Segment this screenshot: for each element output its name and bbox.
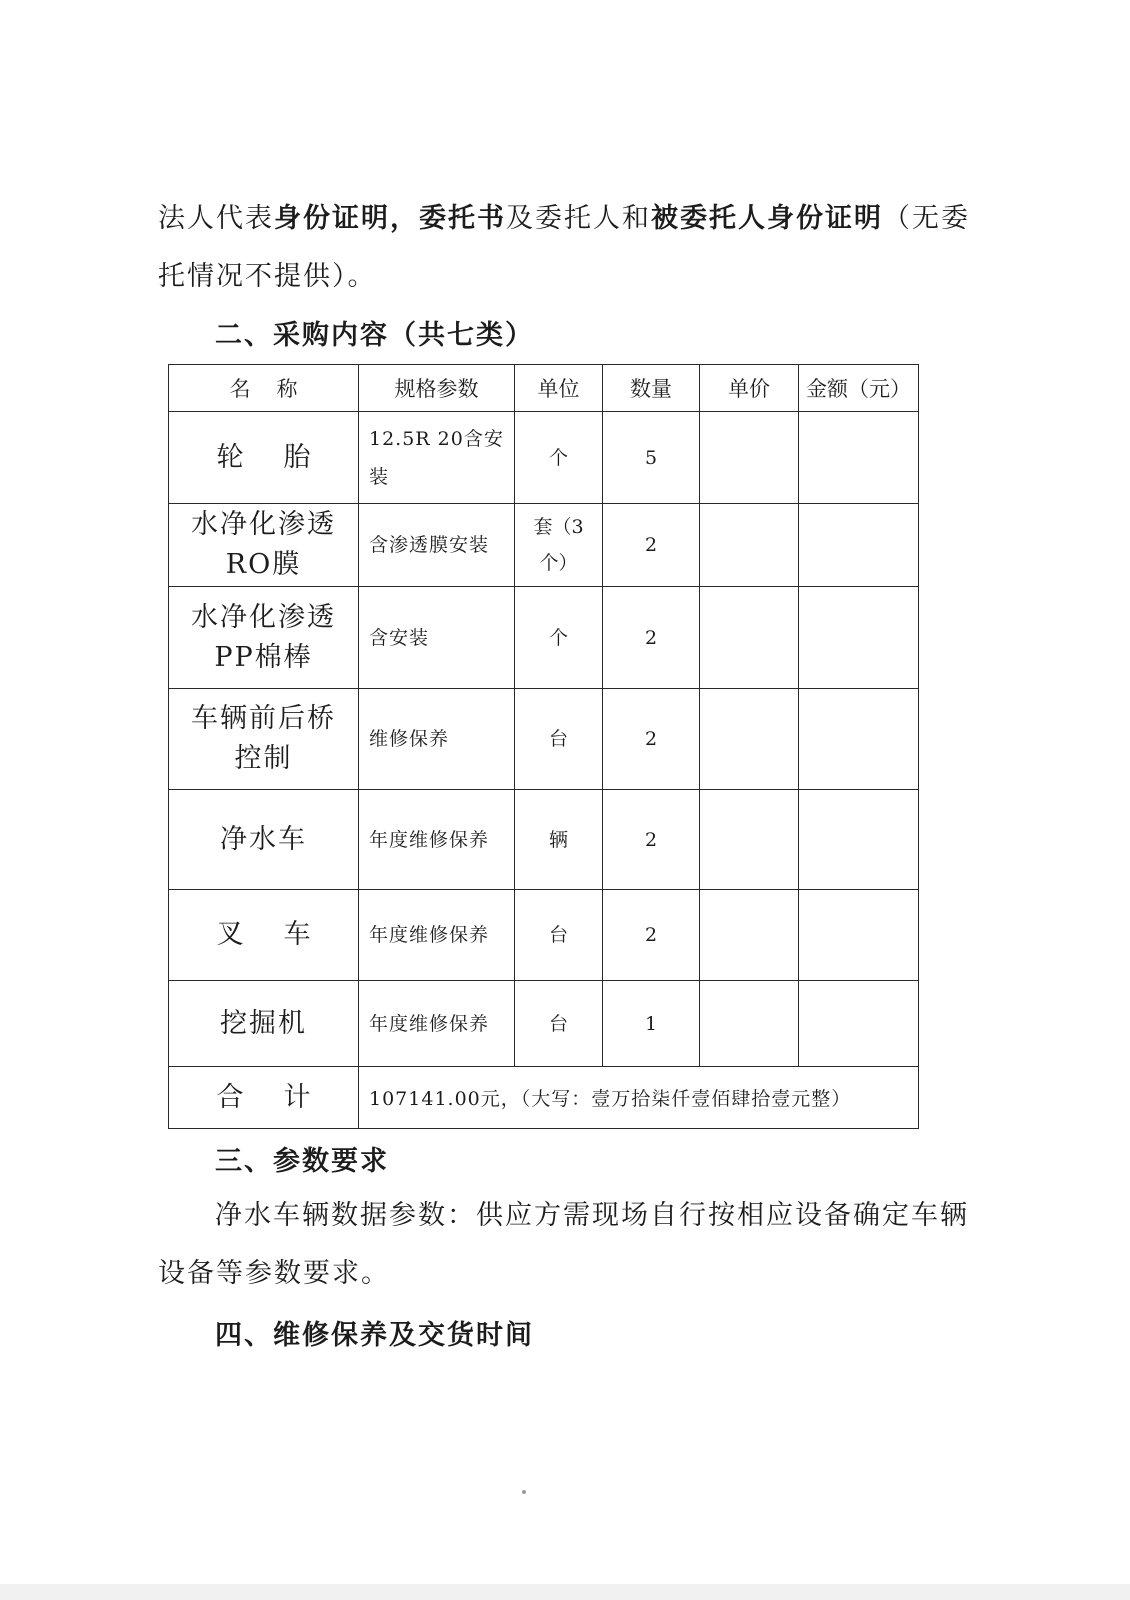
procurement-table xyxy=(168,364,919,1129)
cell-qty: 5 xyxy=(603,412,700,504)
section3-heading: 三、参数要求 xyxy=(215,1146,389,1177)
cell-name: 叉车 xyxy=(169,890,359,981)
table-total-row xyxy=(169,1067,919,1129)
cell-qty: 2 xyxy=(603,689,700,790)
table-row xyxy=(169,689,919,790)
cell-spec: 年度维修保养 xyxy=(359,981,515,1067)
table-row xyxy=(169,890,919,981)
header-amount: 金额（元） xyxy=(799,365,919,412)
cell-qty: 2 xyxy=(603,504,700,587)
cell-qty: 2 xyxy=(603,890,700,981)
cell-unit: 个 xyxy=(515,587,603,689)
cell-spec: 维修保养 xyxy=(359,689,515,790)
header-spec: 规格参数 xyxy=(359,365,515,412)
cell-price xyxy=(700,689,799,790)
cell-spec: 含安装 xyxy=(359,587,515,689)
cell-price xyxy=(700,790,799,890)
cell-unit: 套（3个） xyxy=(515,504,603,587)
cell-qty: 2 xyxy=(603,587,700,689)
cell-name: 水净化渗透RO膜 xyxy=(169,504,359,587)
cell-spec: 12.5R 20含安装 xyxy=(359,412,515,504)
cell-unit: 个 xyxy=(515,412,603,504)
cell-price xyxy=(700,504,799,587)
intro-paragraph xyxy=(158,190,988,306)
cell-name: 水净化渗透PP棉棒 xyxy=(169,587,359,689)
scan-speck xyxy=(522,1490,526,1494)
header-name: 名称 xyxy=(169,365,359,412)
cell-name: 净水车 xyxy=(169,790,359,890)
cell-qty: 2 xyxy=(603,790,700,890)
table-row xyxy=(169,504,919,587)
cell-amount xyxy=(799,504,919,587)
intro-seg-2: 及委托人和 xyxy=(506,203,651,234)
cell-unit: 台 xyxy=(515,890,603,981)
cell-spec: 年度维修保养 xyxy=(359,890,515,981)
cell-price xyxy=(700,890,799,981)
section4-heading: 四、维修保养及交货时间 xyxy=(215,1320,534,1351)
table-header-row xyxy=(169,365,919,412)
cell-price xyxy=(700,981,799,1067)
cell-amount xyxy=(799,790,919,890)
cell-amount xyxy=(799,412,919,504)
intro-seg-4: （无委托情况不提供）。 xyxy=(158,203,970,292)
intro-seg-0: 法人代表 xyxy=(158,203,274,234)
table-row xyxy=(169,981,919,1067)
cell-price xyxy=(700,412,799,504)
intro-seg-3: 被委托人身份证明 xyxy=(651,203,883,234)
cell-name: 车辆前后桥控制 xyxy=(169,689,359,790)
cell-unit: 台 xyxy=(515,689,603,790)
header-unit: 单位 xyxy=(515,365,603,412)
section3-body: 净水车辆数据参数：供应方需现场自行按相应设备确定车辆设备等参数要求。 xyxy=(158,1200,969,1289)
cell-spec: 含渗透膜安装 xyxy=(359,504,515,587)
cell-amount xyxy=(799,890,919,981)
total-value: 107141.00元，（大写：壹万拾柒仟壹佰肆拾壹元整） xyxy=(359,1067,919,1129)
cell-qty: 1 xyxy=(603,981,700,1067)
table-row xyxy=(169,790,919,890)
intro-seg-1: 身份证明，委托书 xyxy=(274,203,506,234)
cell-spec: 年度维修保养 xyxy=(359,790,515,890)
total-label: 合计 xyxy=(169,1067,359,1129)
cell-price xyxy=(700,587,799,689)
cell-name: 挖掘机 xyxy=(169,981,359,1067)
header-qty: 数量 xyxy=(603,365,700,412)
header-price: 单价 xyxy=(700,365,799,412)
cell-amount xyxy=(799,689,919,790)
table-row xyxy=(169,587,919,689)
cell-amount xyxy=(799,981,919,1067)
scan-bottom-band xyxy=(0,1584,1130,1600)
cell-unit: 台 xyxy=(515,981,603,1067)
cell-amount xyxy=(799,587,919,689)
table-row xyxy=(169,412,919,504)
cell-name: 轮胎 xyxy=(169,412,359,504)
cell-unit: 辆 xyxy=(515,790,603,890)
section2-heading: 二、采购内容（共七类） xyxy=(215,320,534,351)
